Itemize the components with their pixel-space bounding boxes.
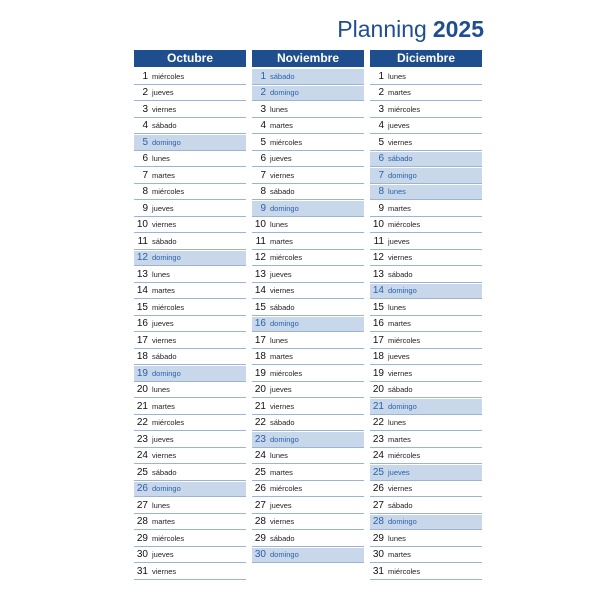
day-row [370, 69, 482, 85]
day-row [370, 218, 482, 234]
weekday-name: martes [388, 550, 411, 560]
day-number: 11 [255, 235, 266, 247]
weekday-name: martes [388, 88, 411, 98]
day-row [134, 416, 246, 432]
weekday-name: jueves [152, 319, 174, 329]
day-number: 22 [254, 417, 266, 429]
day-row [134, 317, 246, 333]
day-row [370, 135, 482, 151]
weekday-name: jueves [152, 434, 174, 444]
day-number: 31 [372, 565, 384, 577]
weekday-name: sábado [270, 187, 295, 197]
day-number: 27 [254, 499, 266, 511]
day-row [252, 267, 364, 283]
day-row-highlighted [252, 86, 364, 102]
day-number: 6 [378, 153, 384, 165]
weekday-name: jueves [270, 269, 292, 279]
day-number: 26 [372, 483, 384, 495]
weekday-name: miércoles [388, 335, 421, 345]
weekday-name: jueves [270, 154, 292, 164]
weekday-name: jueves [270, 385, 292, 395]
weekday-name: domingo [152, 484, 181, 494]
day-number: 21 [136, 400, 148, 412]
day-number: 28 [136, 516, 148, 528]
day-number: 17 [254, 334, 266, 346]
day-number: 29 [254, 532, 266, 544]
day-number: 12 [254, 252, 266, 264]
day-row [134, 465, 246, 481]
weekday-name: martes [270, 236, 293, 246]
weekday-name: sábado [270, 302, 295, 312]
day-row-highlighted [252, 201, 364, 217]
weekday-name: viernes [152, 335, 177, 345]
weekday-name: miércoles [388, 104, 421, 114]
day-row [252, 482, 364, 498]
day-row [252, 498, 364, 514]
day-number: 16 [254, 318, 266, 330]
day-row [252, 102, 364, 118]
day-number: 13 [254, 268, 266, 280]
day-row [134, 564, 246, 580]
day-list [370, 69, 482, 580]
day-row [370, 267, 482, 283]
weekday-name: domingo [388, 170, 417, 180]
day-number: 26 [254, 483, 266, 495]
day-row [134, 531, 246, 547]
day-row [252, 185, 364, 201]
day-list [134, 69, 246, 580]
day-number: 24 [254, 450, 266, 462]
month-header: Noviembre [252, 50, 364, 67]
day-row [134, 267, 246, 283]
day-number: 7 [260, 169, 266, 181]
weekday-name: domingo [152, 137, 181, 147]
weekday-name: sábado [270, 418, 295, 428]
day-number: 19 [136, 367, 148, 379]
day-row [370, 498, 482, 514]
day-number: 19 [372, 367, 384, 379]
day-number: 13 [136, 268, 148, 280]
day-row-highlighted [134, 135, 246, 151]
day-row [252, 350, 364, 366]
weekday-name: domingo [388, 517, 417, 527]
weekday-name: viernes [152, 451, 177, 461]
day-number: 4 [142, 120, 148, 132]
weekday-name: lunes [388, 533, 406, 543]
day-list [252, 69, 364, 563]
day-row [134, 168, 246, 184]
day-number: 4 [378, 120, 384, 132]
day-row [134, 86, 246, 102]
day-row [134, 69, 246, 85]
day-row-highlighted [252, 548, 364, 564]
day-row [134, 399, 246, 415]
day-number: 6 [142, 153, 148, 165]
day-number: 25 [136, 466, 148, 478]
day-number: 26 [136, 483, 148, 495]
day-row [134, 284, 246, 300]
weekday-name: martes [270, 467, 293, 477]
day-row [252, 465, 364, 481]
day-number: 18 [372, 351, 384, 363]
day-number: 9 [378, 202, 384, 214]
day-number: 22 [372, 417, 384, 429]
day-number: 17 [372, 334, 384, 346]
day-row [134, 498, 246, 514]
day-row [370, 366, 482, 382]
weekday-name: jueves [388, 121, 410, 131]
title-text: Planning [337, 16, 427, 42]
weekday-name: lunes [388, 302, 406, 312]
weekday-name: miércoles [270, 368, 303, 378]
day-row [134, 515, 246, 531]
day-number: 4 [260, 120, 266, 132]
weekday-name: jueves [388, 352, 410, 362]
day-row [252, 416, 364, 432]
weekday-name: sábado [388, 500, 413, 510]
day-number: 18 [254, 351, 266, 363]
weekday-name: miércoles [152, 418, 185, 428]
day-number: 3 [142, 103, 148, 115]
day-row [252, 284, 364, 300]
day-row [370, 234, 482, 250]
day-number: 18 [136, 351, 148, 363]
weekday-name: miércoles [270, 253, 303, 263]
day-number: 7 [378, 169, 384, 181]
day-row-highlighted [370, 284, 482, 300]
month-header: Octubre [134, 50, 246, 67]
weekday-name: domingo [152, 368, 181, 378]
weekday-name: lunes [152, 385, 170, 395]
weekday-name: domingo [388, 401, 417, 411]
day-number: 14 [254, 285, 266, 297]
weekday-name: sábado [152, 121, 177, 131]
day-row-highlighted [134, 366, 246, 382]
day-number: 27 [372, 499, 384, 511]
weekday-name: lunes [152, 154, 170, 164]
month-column [134, 50, 246, 581]
weekday-name: sábado [152, 236, 177, 246]
day-number: 20 [136, 384, 148, 396]
day-number: 16 [136, 318, 148, 330]
day-number: 14 [372, 285, 384, 297]
day-number: 23 [254, 433, 266, 445]
day-number: 29 [136, 532, 148, 544]
day-row [134, 449, 246, 465]
day-number: 21 [254, 400, 266, 412]
day-row-highlighted [252, 317, 364, 333]
day-row-highlighted [134, 251, 246, 267]
weekday-name: martes [270, 121, 293, 131]
day-row-highlighted [252, 69, 364, 85]
day-number: 8 [260, 186, 266, 198]
day-row-highlighted [370, 399, 482, 415]
weekday-name: miércoles [152, 533, 185, 543]
weekday-name: miércoles [388, 451, 421, 461]
weekday-name: lunes [388, 418, 406, 428]
weekday-name: viernes [388, 368, 413, 378]
weekday-name: lunes [152, 269, 170, 279]
day-number: 15 [136, 301, 148, 313]
weekday-name: viernes [388, 137, 413, 147]
day-number: 10 [372, 219, 384, 231]
weekday-name: lunes [270, 335, 288, 345]
day-number: 14 [136, 285, 148, 297]
weekday-name: sábado [388, 385, 413, 395]
day-row [134, 201, 246, 217]
day-number: 16 [372, 318, 384, 330]
day-number: 25 [372, 466, 384, 478]
day-number: 15 [372, 301, 384, 313]
day-row [370, 531, 482, 547]
day-row [134, 432, 246, 448]
day-row [252, 135, 364, 151]
weekday-name: miércoles [152, 71, 185, 81]
day-row [370, 102, 482, 118]
day-row [370, 416, 482, 432]
day-number: 23 [372, 433, 384, 445]
day-number: 15 [254, 301, 266, 313]
weekday-name: viernes [388, 484, 413, 494]
day-number: 28 [254, 516, 266, 528]
day-number: 1 [260, 70, 266, 82]
day-row [134, 102, 246, 118]
day-row [134, 350, 246, 366]
weekday-name: domingo [270, 319, 299, 329]
weekday-name: miércoles [270, 484, 303, 494]
weekday-name: martes [388, 434, 411, 444]
day-number: 3 [260, 103, 266, 115]
day-row [252, 152, 364, 168]
day-number: 2 [378, 87, 384, 99]
day-number: 8 [378, 186, 384, 198]
weekday-name: martes [152, 401, 175, 411]
day-row [252, 251, 364, 267]
weekday-name: martes [152, 517, 175, 527]
weekday-name: domingo [270, 88, 299, 98]
day-number: 10 [136, 219, 148, 231]
day-number: 13 [372, 268, 384, 280]
day-row-highlighted [370, 465, 482, 481]
day-number: 23 [136, 433, 148, 445]
day-number: 31 [136, 565, 148, 577]
day-number: 2 [260, 87, 266, 99]
weekday-name: jueves [270, 500, 292, 510]
day-number: 9 [260, 202, 266, 214]
day-number: 5 [378, 136, 384, 148]
day-number: 2 [142, 87, 148, 99]
day-number: 20 [372, 384, 384, 396]
weekday-name: viernes [270, 401, 295, 411]
weekday-name: lunes [270, 104, 288, 114]
day-number: 24 [372, 450, 384, 462]
day-row [370, 119, 482, 135]
weekday-name: viernes [270, 517, 295, 527]
day-row [134, 548, 246, 564]
day-row [252, 300, 364, 316]
weekday-name: sábado [388, 269, 413, 279]
weekday-name: viernes [152, 566, 177, 576]
month-column [370, 50, 482, 581]
day-row [252, 119, 364, 135]
weekday-name: domingo [270, 550, 299, 560]
weekday-name: viernes [270, 170, 295, 180]
day-number: 5 [142, 136, 148, 148]
day-row [134, 383, 246, 399]
weekday-name: lunes [270, 220, 288, 230]
weekday-name: domingo [388, 286, 417, 296]
day-row [370, 432, 482, 448]
day-number: 5 [260, 136, 266, 148]
day-row [370, 251, 482, 267]
weekday-name: jueves [388, 467, 410, 477]
day-number: 11 [137, 235, 148, 247]
day-row [370, 383, 482, 399]
day-row [252, 366, 364, 382]
day-row [252, 383, 364, 399]
page-title [337, 16, 484, 43]
day-number: 24 [136, 450, 148, 462]
day-row [252, 515, 364, 531]
day-row [252, 449, 364, 465]
day-number: 28 [372, 516, 384, 528]
day-number: 29 [372, 532, 384, 544]
month-column [252, 50, 364, 581]
day-number: 1 [378, 70, 384, 82]
day-number: 27 [136, 499, 148, 511]
weekday-name: martes [152, 286, 175, 296]
month-header: Diciembre [370, 50, 482, 67]
weekday-name: sábado [388, 154, 413, 164]
day-row-highlighted [252, 432, 364, 448]
day-number: 10 [254, 219, 266, 231]
day-row [370, 548, 482, 564]
day-number: 21 [372, 400, 384, 412]
weekday-name: viernes [388, 253, 413, 263]
weekday-name: domingo [270, 434, 299, 444]
day-row [370, 86, 482, 102]
day-row [134, 300, 246, 316]
weekday-name: martes [388, 203, 411, 213]
day-row [370, 350, 482, 366]
day-row [370, 317, 482, 333]
day-row [134, 333, 246, 349]
day-row-highlighted [134, 482, 246, 498]
weekday-name: jueves [152, 88, 174, 98]
day-row [252, 531, 364, 547]
weekday-name: viernes [152, 220, 177, 230]
day-row [134, 119, 246, 135]
title-year: 2025 [432, 16, 484, 42]
weekday-name: lunes [388, 71, 406, 81]
weekday-name: viernes [270, 286, 295, 296]
day-row [252, 333, 364, 349]
day-row-highlighted [370, 185, 482, 201]
day-number: 30 [372, 549, 384, 561]
day-row [252, 168, 364, 184]
weekday-name: miércoles [152, 302, 185, 312]
weekday-name: martes [388, 319, 411, 329]
day-row-highlighted [370, 152, 482, 168]
weekday-name: miércoles [388, 566, 421, 576]
day-number: 17 [136, 334, 148, 346]
weekday-name: domingo [270, 203, 299, 213]
weekday-name: lunes [270, 451, 288, 461]
weekday-name: viernes [152, 104, 177, 114]
day-number: 30 [136, 549, 148, 561]
weekday-name: jueves [388, 236, 410, 246]
day-row [370, 482, 482, 498]
weekday-name: sábado [270, 533, 295, 543]
day-row [252, 399, 364, 415]
day-row [370, 449, 482, 465]
day-number: 30 [254, 549, 266, 561]
day-number: 20 [254, 384, 266, 396]
day-row [134, 152, 246, 168]
day-row [370, 201, 482, 217]
day-number: 12 [136, 252, 148, 264]
day-number: 22 [136, 417, 148, 429]
weekday-name: domingo [152, 253, 181, 263]
day-number: 8 [142, 186, 148, 198]
day-number: 6 [260, 153, 266, 165]
day-row [134, 185, 246, 201]
day-row [370, 333, 482, 349]
weekday-name: miércoles [270, 137, 303, 147]
day-number: 7 [142, 169, 148, 181]
weekday-name: lunes [152, 500, 170, 510]
day-row [370, 564, 482, 580]
weekday-name: lunes [388, 187, 406, 197]
day-row [370, 300, 482, 316]
day-number: 12 [372, 252, 384, 264]
day-row [134, 218, 246, 234]
weekday-name: sábado [270, 71, 295, 81]
weekday-name: sábado [152, 467, 177, 477]
day-number: 3 [378, 103, 384, 115]
day-row [252, 218, 364, 234]
weekday-name: martes [270, 352, 293, 362]
day-row [252, 234, 364, 250]
weekday-name: martes [152, 170, 175, 180]
day-number: 11 [373, 235, 384, 247]
day-row-highlighted [370, 515, 482, 531]
day-number: 25 [254, 466, 266, 478]
day-number: 1 [142, 70, 148, 82]
weekday-name: sábado [152, 352, 177, 362]
weekday-name: miércoles [152, 187, 185, 197]
day-row-highlighted [370, 168, 482, 184]
month-columns [134, 50, 482, 581]
weekday-name: jueves [152, 203, 174, 213]
day-row [134, 234, 246, 250]
weekday-name: miércoles [388, 220, 421, 230]
weekday-name: jueves [152, 550, 174, 560]
day-number: 9 [142, 202, 148, 214]
day-number: 19 [254, 367, 266, 379]
